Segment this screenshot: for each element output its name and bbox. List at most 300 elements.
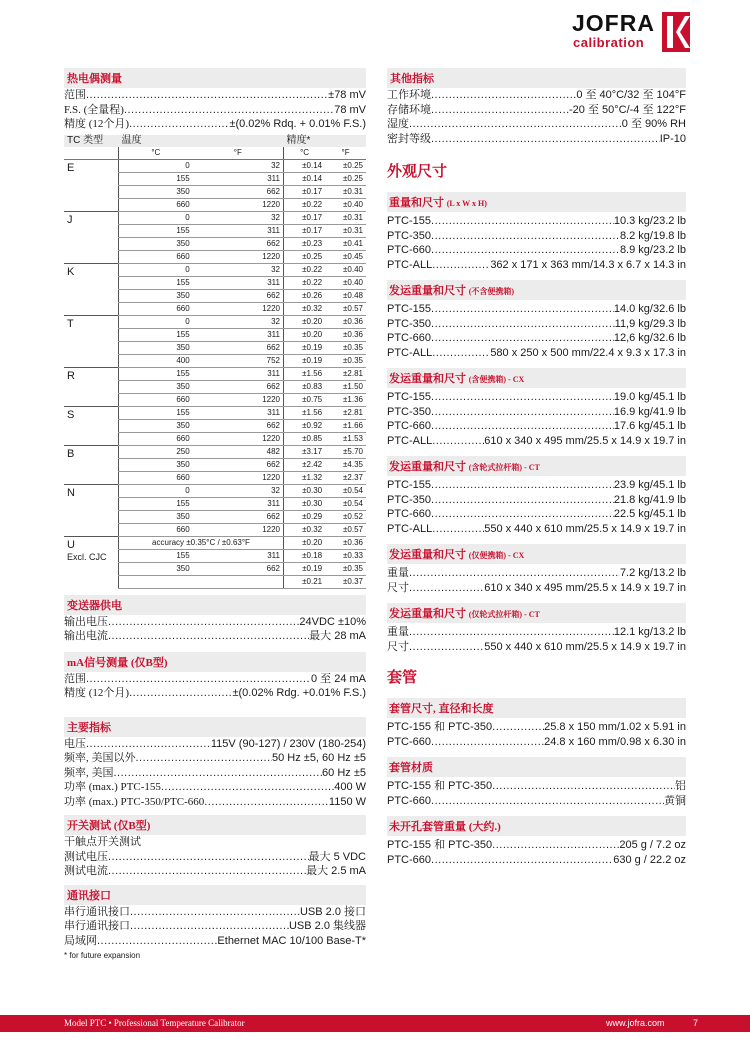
spec-key: PTC-660 — [387, 853, 432, 866]
dot-leader — [431, 735, 544, 750]
subsection-label: 未开孔套管重量 (大约.) — [389, 821, 501, 833]
spec-value: 24VDC ±10% — [299, 615, 366, 628]
table-cell: ±0.31 — [325, 224, 366, 237]
spec-key: 工作环境 — [387, 89, 431, 101]
table-cell: 1220 — [193, 250, 284, 263]
table-cell: ±0.83 — [284, 380, 326, 393]
spec-key: PTC-660 — [387, 244, 432, 256]
spec-value: USB 2.0 接口 — [299, 905, 366, 918]
spec-line — [64, 850, 366, 865]
table-cell: 662 — [193, 341, 284, 354]
spec-value: 78 mV — [334, 103, 366, 116]
table-cell: ±2.81 — [325, 367, 366, 380]
spec-line — [387, 229, 686, 244]
table-row — [64, 484, 366, 497]
spec-value: 21.8 kg/41.9 lb — [613, 493, 686, 506]
table-cell: 1220 — [193, 471, 284, 484]
dot-leader — [114, 766, 323, 781]
spec-key: 存储环境 — [387, 103, 431, 116]
dot-leader — [409, 581, 484, 596]
table-cell: ±0.40 — [325, 263, 366, 276]
spec-key: 频率, 美国 — [64, 766, 114, 779]
spec-key: 范围 — [64, 672, 86, 685]
table-cell: 155 — [119, 406, 193, 419]
subsection-title — [387, 280, 686, 300]
table-cell: ±0.20 — [284, 315, 326, 328]
spec-line — [387, 735, 686, 750]
dot-leader — [136, 751, 272, 766]
spec-line — [387, 88, 686, 103]
dot-leader — [431, 405, 614, 420]
table-row — [64, 406, 366, 419]
table-row — [64, 367, 366, 380]
table-row — [64, 445, 366, 458]
spec-value: 362 x 171 x 363 mm/14.3 x 6.7 x 14.3 in — [490, 258, 686, 271]
table-cell: 311 — [193, 328, 284, 341]
dot-leader — [431, 243, 620, 258]
spec-line — [64, 751, 366, 766]
spec-key: 功率 (max.) PTC-350/PTC-660 — [64, 795, 205, 808]
dot-leader — [431, 103, 569, 118]
tc-accuracy-table — [64, 135, 366, 589]
tc-type-label: N — [67, 486, 75, 499]
tc-type-cell — [64, 445, 119, 484]
table-cell: ±0.22 — [284, 198, 326, 211]
ma-section-title: mA信号测量 (仅B型) — [64, 652, 366, 672]
spec-value: 12,6 kg/32.6 lb — [613, 332, 686, 344]
spec-line — [387, 566, 686, 581]
table-cell: ±0.21 — [284, 575, 326, 588]
table-cell: ±0.14 — [284, 159, 326, 172]
transmitter-specs — [64, 615, 366, 644]
spec-key: 串行通讯接口 — [64, 920, 130, 932]
other-section-title: 其他指标 — [387, 68, 686, 88]
table-cell: ±0.25 — [325, 159, 366, 172]
tc-type-cell — [64, 159, 119, 211]
spec-value: ±(0.02% Rdg. +0.01% F.S.) — [232, 687, 366, 699]
table-cell: 311 — [193, 172, 284, 185]
table-cell: 662 — [193, 380, 284, 393]
footer-url: www.jofra.com — [606, 1018, 665, 1028]
dot-leader — [431, 229, 620, 244]
spec-key: PTC-155 — [387, 391, 432, 403]
table-cell: ±0.19 — [284, 562, 326, 575]
table-cell: 1220 — [193, 432, 284, 445]
comm-section-title: 通讯接口 — [64, 885, 366, 905]
spec-line — [387, 838, 686, 853]
subsection-title — [387, 603, 686, 623]
spec-value: USB 2.0 集线器 — [288, 920, 366, 932]
table-cell: ±1.56 — [284, 367, 326, 380]
spec-value: 12.1 kg/13.2 lb — [613, 626, 686, 638]
table-cell: ±0.19 — [284, 354, 326, 367]
accuracy-header: 精度* — [284, 135, 367, 147]
table-cell: 350 — [119, 237, 193, 250]
subsection-label: 发运重量和尺寸 — [389, 285, 466, 297]
spec-line — [64, 905, 366, 920]
spec-value: 24.8 x 160 mm/0.98 x 6.30 in — [544, 735, 686, 748]
table-cell: 155 — [119, 367, 193, 380]
dot-leader — [431, 507, 614, 522]
spec-key: 重量 — [387, 626, 409, 638]
unit-header: °C — [284, 147, 326, 160]
spec-value: ±(0.02% Rdq. + 0.01% F.S.) — [229, 118, 366, 130]
table-cell: ±0.35 — [325, 562, 366, 575]
dot-leader — [431, 493, 614, 508]
dimensions-title: 外观尺寸 — [387, 164, 448, 180]
table-cell: ±0.41 — [325, 237, 366, 250]
table-cell: ±0.25 — [325, 172, 366, 185]
table-cell: 350 — [119, 419, 193, 432]
spec-line — [387, 522, 686, 537]
table-cell — [119, 575, 193, 588]
table-row — [64, 315, 366, 328]
tc-type-note: Excl. CJC — [67, 551, 107, 562]
table-cell: 662 — [193, 458, 284, 471]
table-cell: 350 — [119, 341, 193, 354]
spec-line — [387, 419, 686, 434]
dot-leader — [432, 434, 484, 449]
spec-line — [387, 132, 686, 147]
spec-key: PTC-155 和 PTC-350 — [387, 839, 493, 851]
table-cell: ±0.36 — [325, 328, 366, 341]
subsection-qualifier: (仅便携箱) - CX — [468, 551, 525, 560]
spec-key: 测试电流 — [64, 865, 108, 877]
spec-key: 密封等级 — [387, 132, 431, 145]
table-row — [64, 263, 366, 276]
dot-leader — [161, 780, 334, 795]
spec-value: 400 W — [334, 781, 366, 793]
spec-key: 局域网 — [64, 934, 97, 947]
spec-value: 最大 28 mA — [309, 630, 366, 642]
spec-value: 550 x 440 x 610 mm/25.5 x 14.9 x 19.7 in — [484, 640, 686, 653]
table-cell: 0 — [119, 315, 193, 328]
spec-value: 0 至 40°C/32 至 104°F — [576, 89, 686, 101]
table-cell: 482 — [193, 445, 284, 458]
table-cell: 660 — [119, 523, 193, 536]
subsection-title — [387, 456, 686, 476]
tc-type-cell — [64, 263, 119, 315]
table-row — [64, 536, 366, 549]
spec-value: 11,9 kg/29.3 lb — [614, 317, 686, 330]
table-cell: 32 — [193, 484, 284, 497]
spec-line — [387, 434, 686, 449]
table-cell: 0 — [119, 159, 193, 172]
dot-leader — [492, 720, 544, 735]
dot-leader — [409, 566, 620, 581]
dot-leader — [492, 779, 675, 794]
switch-section-title: 开关测试 (仅B型) — [64, 815, 366, 835]
spec-key: 测试电压 — [64, 850, 108, 863]
spec-key: PTC-155 和 PTC-350 — [387, 780, 493, 792]
spec-value: Ethernet MAC 10/100 Base-T* — [217, 934, 366, 947]
table-cell: 662 — [193, 289, 284, 302]
subsection-title — [387, 757, 686, 777]
dot-leader — [431, 478, 614, 493]
spec-key: 精度 (12个月) — [64, 118, 130, 130]
spec-value: 最大 5 VDC — [308, 850, 366, 863]
subsection-title — [387, 544, 686, 564]
spec-line — [64, 795, 366, 810]
table-cell: 32 — [193, 315, 284, 328]
table-cell: 155 — [119, 328, 193, 341]
spec-value: 17.6 kg/45.1 lb — [613, 420, 686, 432]
spec-key: 频率, 美国以外 — [64, 752, 136, 764]
table-cell: 662 — [193, 419, 284, 432]
spec-line — [387, 243, 686, 258]
ma-specs — [64, 672, 366, 701]
table-cell: ±0.19 — [284, 341, 326, 354]
spec-value: 10.3 kg/23.2 lb — [613, 215, 686, 227]
spec-value: -20 至 50°C/-4 至 122°F — [568, 103, 686, 116]
spec-value: 19.0 kg/45.1 lb — [613, 391, 686, 403]
spec-value: 60 Hz ±5 — [322, 766, 366, 779]
spec-key: PTC-350 — [387, 493, 432, 506]
dot-leader — [432, 346, 490, 361]
spec-line — [387, 103, 686, 118]
dot-leader — [431, 214, 614, 229]
table-cell: ±0.57 — [325, 523, 366, 536]
spec-line — [387, 258, 686, 273]
spec-line — [64, 934, 366, 949]
subsection-label: 发运重量和尺寸 — [389, 608, 466, 620]
dot-leader — [86, 672, 311, 687]
table-cell: 155 — [119, 224, 193, 237]
spec-value: 610 x 340 x 495 mm/25.5 x 14.9 x 19.7 in — [484, 434, 686, 447]
page-number: 7 — [693, 1018, 699, 1028]
subsection-title — [387, 368, 686, 388]
table-cell: ±5.70 — [325, 445, 366, 458]
dot-leader — [492, 838, 619, 853]
spec-value: 黄铜 — [664, 794, 686, 807]
spec-value: 580 x 250 x 500 mm/22.4 x 9.3 x 17.3 in — [490, 346, 686, 359]
spec-value: 铝 — [675, 780, 686, 792]
spec-value: 610 x 340 x 495 mm/25.5 x 14.9 x 19.7 in — [484, 581, 686, 594]
tc-type-cell — [64, 406, 119, 445]
spec-value: 0 至 90% RH — [621, 118, 686, 130]
subsection-qualifier: (含便携箱) - CX — [468, 375, 525, 384]
table-cell: 662 — [193, 185, 284, 198]
table-cell: ±0.31 — [325, 185, 366, 198]
dot-leader — [431, 88, 576, 103]
dot-leader — [204, 795, 329, 810]
table-cell: ±0.32 — [284, 523, 326, 536]
spec-key: 湿度 — [387, 118, 409, 130]
table-cell: ±0.31 — [325, 211, 366, 224]
table-cell: ±1.53 — [325, 432, 366, 445]
table-cell: ±0.85 — [284, 432, 326, 445]
table-cell: 250 — [119, 445, 193, 458]
spec-line — [387, 117, 686, 132]
subsection-title — [387, 192, 686, 212]
table-cell: 0 — [119, 484, 193, 497]
left-column — [64, 62, 366, 960]
spec-value: IP-10 — [659, 132, 686, 145]
table-cell: ±0.52 — [325, 510, 366, 523]
spec-line — [64, 615, 366, 630]
subsection-title — [387, 698, 686, 718]
table-cell: ±0.92 — [284, 419, 326, 432]
dot-leader — [129, 686, 232, 701]
spec-line — [387, 493, 686, 508]
spec-line — [387, 317, 686, 332]
spec-key: PTC-660 — [387, 794, 432, 807]
table-cell: 311 — [193, 276, 284, 289]
subsection-qualifier: (L x W x H) — [446, 199, 487, 208]
dot-leader — [431, 317, 615, 332]
dot-leader — [431, 853, 613, 868]
table-cell: accuracy ±0.35°C / ±0.63°F — [119, 536, 284, 549]
spec-key: PTC-ALL — [387, 434, 433, 447]
dot-leader — [86, 88, 328, 103]
subsection-title — [387, 816, 686, 836]
spec-key: PTC-155 和 PTC-350 — [387, 721, 493, 733]
table-cell: 32 — [193, 159, 284, 172]
table-cell: ±0.45 — [325, 250, 366, 263]
table-cell: ±0.25 — [284, 250, 326, 263]
spec-line — [64, 737, 366, 752]
spec-key: PTC-660 — [387, 332, 432, 344]
table-cell: ±0.54 — [325, 484, 366, 497]
table-cell: 0 — [119, 211, 193, 224]
spec-line — [387, 581, 686, 596]
table-row — [64, 211, 366, 224]
tc-specs — [64, 88, 366, 132]
spec-key: 串行通讯接口 — [64, 905, 130, 918]
footnote: * for future expansion — [64, 951, 141, 960]
dot-leader — [431, 390, 614, 405]
table-cell: ±0.20 — [284, 328, 326, 341]
spec-line — [387, 302, 686, 317]
spec-key: F.S. (全量程) — [64, 103, 124, 116]
spec-value: 16.9 kg/41.9 lb — [613, 405, 686, 418]
spec-key: 输出电压 — [64, 615, 108, 628]
table-cell: 155 — [119, 276, 193, 289]
table-cell: ±0.22 — [284, 263, 326, 276]
table-cell: 32 — [193, 263, 284, 276]
table-cell: 1220 — [193, 393, 284, 406]
dot-leader — [431, 302, 614, 317]
table-cell: 1220 — [193, 198, 284, 211]
spec-key: 尺寸 — [387, 581, 409, 594]
spec-line — [387, 640, 686, 655]
spec-key: 精度 (12个月) — [64, 687, 130, 699]
spec-line — [64, 766, 366, 781]
spec-key: PTC-155 — [387, 215, 432, 227]
table-cell: ±0.35 — [325, 341, 366, 354]
spec-key: PTC-ALL — [387, 346, 433, 359]
spec-key: 功率 (max.) PTC-155 — [64, 781, 161, 793]
jofra-logo — [572, 8, 690, 54]
subsection-label: 发运重量和尺寸 — [389, 461, 466, 473]
table-cell: ±2.81 — [325, 406, 366, 419]
subsection-qualifier: (含轮式拉杆箱) - CT — [468, 463, 540, 472]
table-cell: 350 — [119, 185, 193, 198]
tube-title: 套管 — [387, 670, 418, 686]
dot-leader — [108, 615, 299, 630]
switch-specs — [64, 850, 366, 879]
spec-key: PTC-ALL — [387, 258, 433, 271]
spec-value: 115V (90-127) / 230V (180-254) — [210, 737, 366, 750]
dot-leader — [129, 117, 229, 132]
dot-leader — [130, 919, 289, 934]
table-cell: ±0.54 — [325, 497, 366, 510]
unit-header: °F — [193, 147, 284, 160]
spec-value: 1150 W — [328, 795, 366, 808]
table-cell: 662 — [193, 510, 284, 523]
tc-type-header: TC 类型 — [64, 135, 119, 147]
table-cell: 660 — [119, 198, 193, 211]
spec-line — [64, 629, 366, 644]
table-cell: ±0.29 — [284, 510, 326, 523]
dot-leader — [97, 934, 217, 949]
spec-key: PTC-660 — [387, 508, 432, 520]
table-cell: ±0.23 — [284, 237, 326, 250]
table-cell: 350 — [119, 510, 193, 523]
unit-header: °C — [119, 147, 193, 160]
table-cell: ±1.66 — [325, 419, 366, 432]
table-cell: ±0.32 — [284, 302, 326, 315]
subsection-label: 套管材质 — [389, 762, 433, 774]
table-cell: 32 — [193, 211, 284, 224]
other-specs — [387, 88, 686, 146]
table-cell: 660 — [119, 250, 193, 263]
dot-leader — [432, 258, 490, 273]
table-cell: 311 — [193, 406, 284, 419]
table-cell: ±0.40 — [325, 276, 366, 289]
spec-value: 最大 2.5 mA — [306, 865, 366, 877]
tc-type-label: R — [67, 369, 75, 382]
spec-value: 8.9 kg/23.2 lb — [619, 244, 686, 256]
spec-line — [387, 779, 686, 794]
table-cell: ±0.40 — [325, 198, 366, 211]
table-cell: ±0.30 — [284, 484, 326, 497]
table-cell: 350 — [119, 380, 193, 393]
spec-value: 8.2 kg/19.8 lb — [619, 229, 686, 242]
spec-value: 25.8 x 150 mm/1.02 x 5.91 in — [544, 721, 686, 733]
spec-key: PTC-350 — [387, 405, 432, 418]
tc-type-cell — [64, 315, 119, 367]
table-cell: 662 — [193, 237, 284, 250]
dot-leader — [130, 905, 300, 920]
table-cell: ±0.75 — [284, 393, 326, 406]
dot-leader — [409, 117, 622, 132]
table-cell: 155 — [119, 497, 193, 510]
table-cell: ±0.22 — [284, 276, 326, 289]
spec-line — [387, 507, 686, 522]
table-cell: 660 — [119, 471, 193, 484]
table-cell: ±3.17 — [284, 445, 326, 458]
table-cell: ±4.35 — [325, 458, 366, 471]
temp-header: 温度 — [119, 135, 284, 147]
table-cell: 311 — [193, 497, 284, 510]
table-cell: 400 — [119, 354, 193, 367]
spec-line — [387, 331, 686, 346]
spec-key: 尺寸 — [387, 640, 409, 653]
spec-line — [64, 686, 366, 701]
subsection-label: 套管尺寸, 直径和长度 — [389, 703, 494, 715]
brand-name: JOFRA — [572, 10, 655, 36]
table-cell: ±0.33 — [325, 549, 366, 562]
spec-line — [387, 853, 686, 868]
table-cell: ±1.32 — [284, 471, 326, 484]
spec-key: PTC-155 — [387, 479, 432, 491]
spec-value: 7.2 kg/13.2 lb — [619, 567, 686, 579]
table-cell: ±0.36 — [325, 315, 366, 328]
tc-section-title: 热电偶测量 — [64, 68, 366, 88]
table-cell: ±0.17 — [284, 211, 326, 224]
jofra-mark-icon — [662, 12, 690, 52]
